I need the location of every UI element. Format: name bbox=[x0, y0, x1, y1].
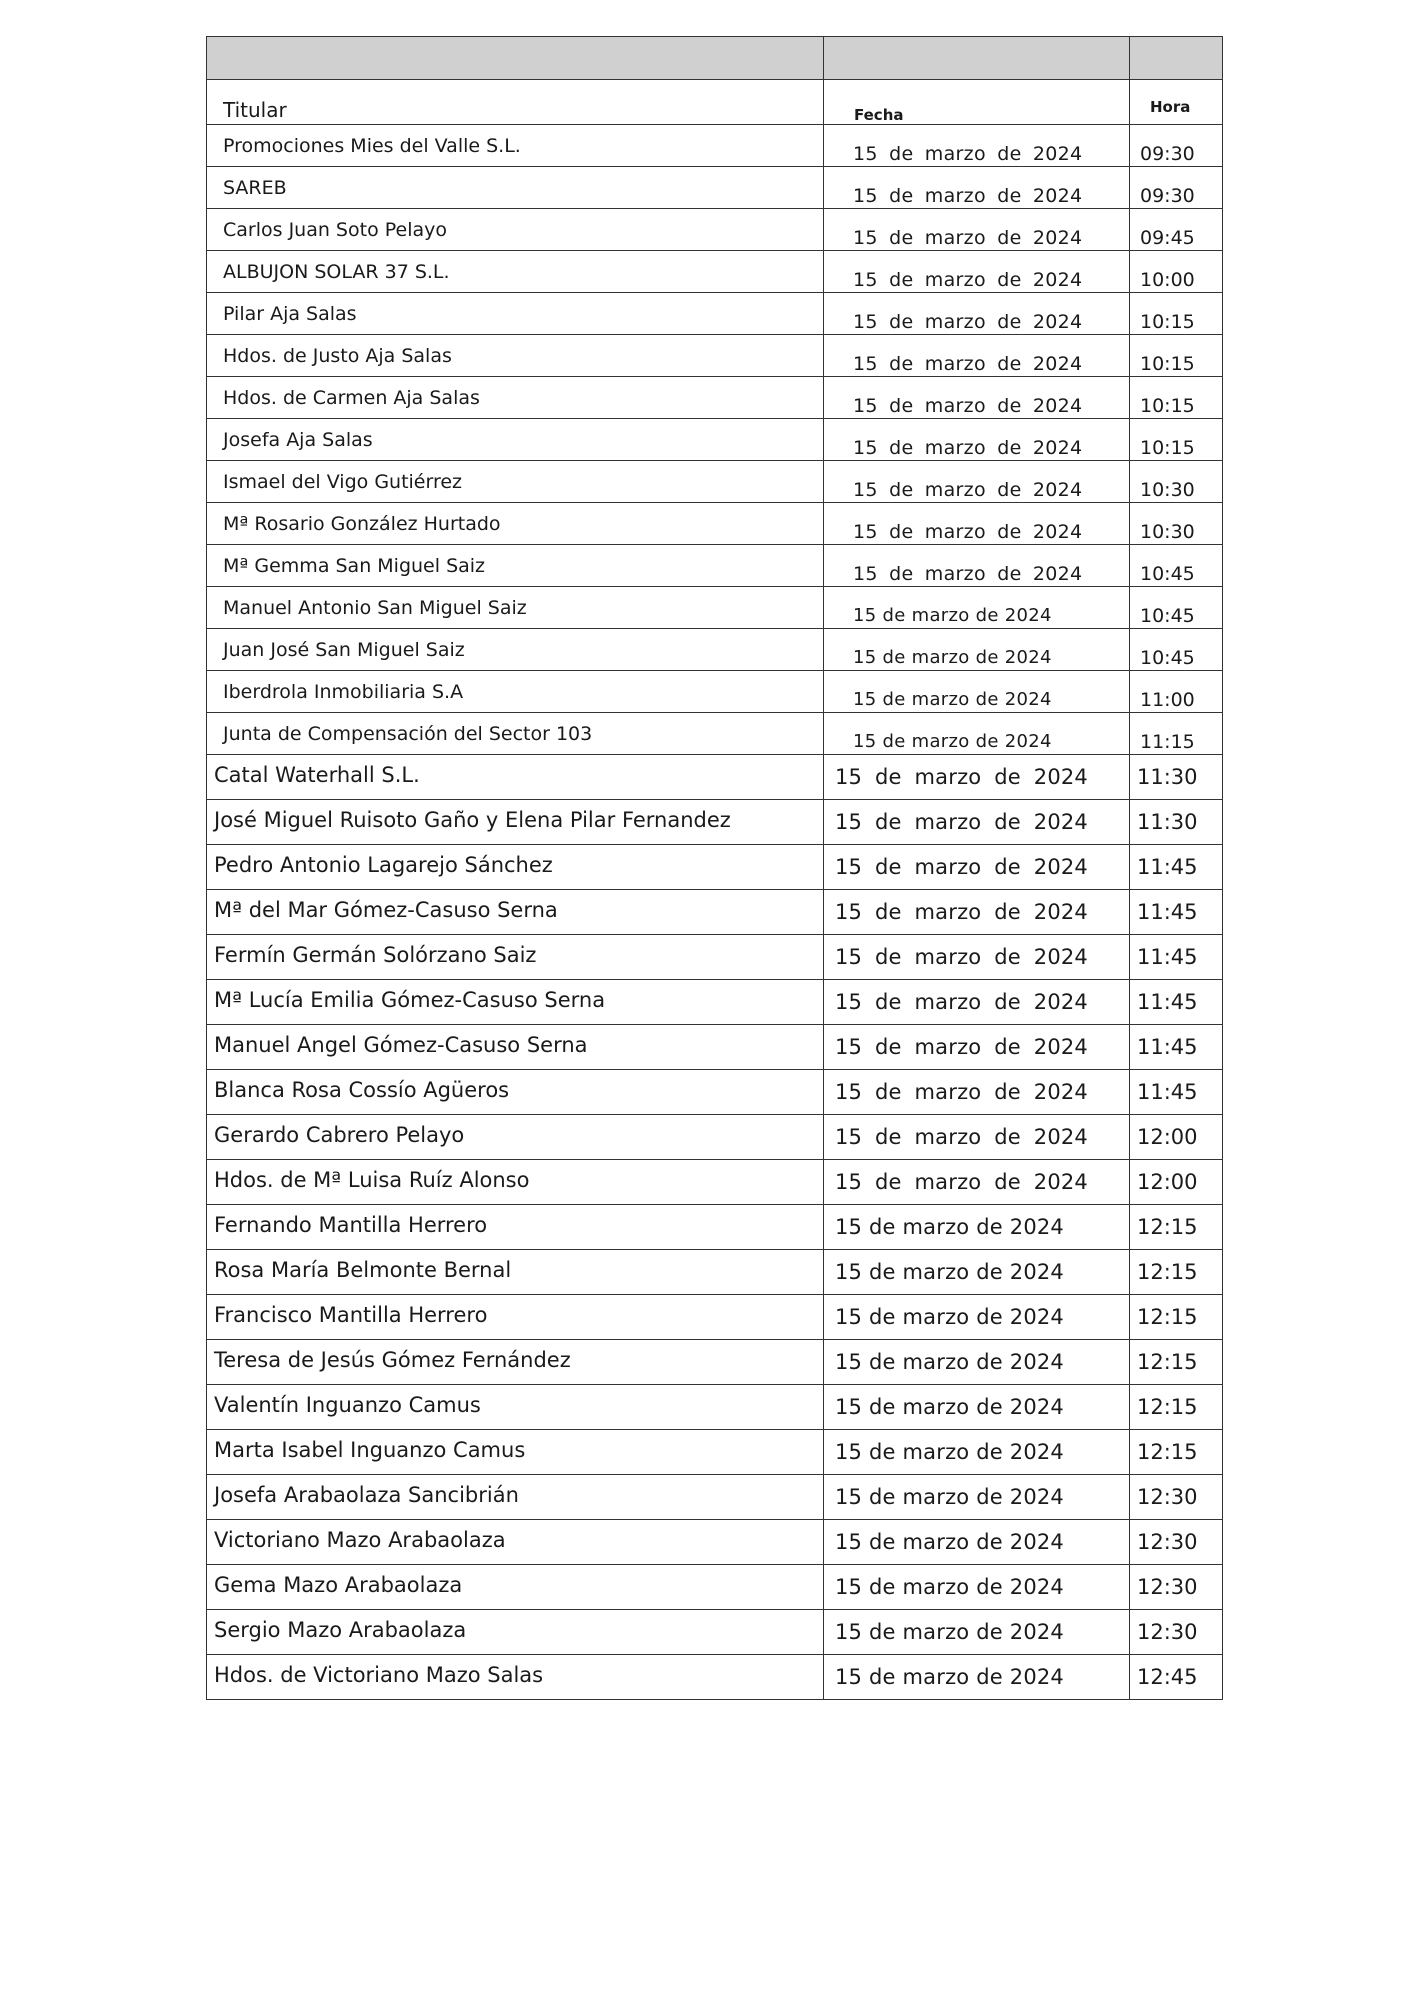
hora-cell bbox=[1130, 461, 1223, 503]
titular-cell bbox=[207, 167, 824, 209]
header-titular-cell bbox=[207, 80, 824, 125]
fecha-cell bbox=[824, 503, 1130, 545]
titular-text: Manuel Antonio San Miguel Saiz bbox=[223, 597, 527, 619]
fecha-text: 15 de marzo de 2024 bbox=[835, 1575, 1064, 1599]
hora-cell bbox=[1130, 755, 1223, 800]
fecha-cell bbox=[824, 125, 1130, 167]
fecha-cell bbox=[824, 800, 1130, 845]
table-row bbox=[207, 587, 1223, 629]
titular-cell bbox=[207, 125, 824, 167]
fecha-text: 15 de marzo de 2024 bbox=[835, 1620, 1064, 1644]
titular-cell bbox=[207, 1475, 824, 1520]
header-hora: Hora bbox=[1150, 98, 1191, 116]
hora-cell bbox=[1130, 1430, 1223, 1475]
table-row bbox=[207, 935, 1223, 980]
titular-text: Blanca Rosa Cossío Agüeros bbox=[214, 1078, 510, 1102]
hora-cell bbox=[1130, 1475, 1223, 1520]
fecha-text: 15 de marzo de 2024 bbox=[835, 1665, 1064, 1689]
titular-text: Hdos. de Mª Luisa Ruíz Alonso bbox=[214, 1168, 530, 1192]
titular-text: Hdos. de Justo Aja Salas bbox=[223, 345, 452, 367]
titular-text: Manuel Angel Gómez-Casuso Serna bbox=[214, 1033, 588, 1057]
fecha-cell bbox=[824, 935, 1130, 980]
titular-text: Josefa Arabaolaza Sancibrián bbox=[214, 1483, 519, 1507]
hora-cell bbox=[1130, 1565, 1223, 1610]
fecha-text: 15 de marzo de 2024 bbox=[835, 810, 1088, 834]
titular-cell bbox=[207, 1520, 824, 1565]
titular-text: Josefa Aja Salas bbox=[223, 429, 373, 451]
fecha-cell bbox=[824, 1115, 1130, 1160]
fecha-text: 15 de marzo de 2024 bbox=[835, 1530, 1064, 1554]
fecha-text: 15 de marzo de 2024 bbox=[835, 1305, 1064, 1329]
titular-cell bbox=[207, 1430, 824, 1475]
table-row bbox=[207, 503, 1223, 545]
fecha-cell bbox=[824, 1205, 1130, 1250]
hora-text: 10:15 bbox=[1140, 353, 1195, 375]
hora-text: 12:45 bbox=[1137, 1665, 1198, 1689]
hora-cell bbox=[1130, 1655, 1223, 1700]
titular-cell bbox=[207, 1565, 824, 1610]
hora-text: 11:45 bbox=[1137, 855, 1198, 879]
header-hora-cell bbox=[1130, 80, 1223, 125]
table-row bbox=[207, 755, 1223, 800]
titular-cell bbox=[207, 800, 824, 845]
hora-cell bbox=[1130, 890, 1223, 935]
table-row bbox=[207, 1070, 1223, 1115]
hora-cell bbox=[1130, 587, 1223, 629]
table-row bbox=[207, 1340, 1223, 1385]
fecha-text: 15 de marzo de 2024 bbox=[835, 1260, 1064, 1284]
fecha-text: 15 de marzo de 2024 bbox=[835, 765, 1088, 789]
titular-text: Marta Isabel Inguanzo Camus bbox=[214, 1438, 526, 1462]
hora-text: 11:00 bbox=[1140, 689, 1195, 711]
titular-text: Catal Waterhall S.L. bbox=[214, 763, 420, 787]
titular-text: Promociones Mies del Valle S.L. bbox=[223, 135, 521, 157]
fecha-text: 15 de marzo de 2024 bbox=[853, 563, 1083, 585]
titular-text: Mª del Mar Gómez-Casuso Serna bbox=[214, 898, 558, 922]
fecha-cell bbox=[824, 713, 1130, 755]
table-row bbox=[207, 800, 1223, 845]
titular-text: Mª Gemma San Miguel Saiz bbox=[223, 555, 486, 577]
hora-text: 10:15 bbox=[1140, 437, 1195, 459]
fecha-text: 15 de marzo de 2024 bbox=[853, 521, 1083, 543]
header-fecha: Fecha bbox=[854, 106, 904, 124]
hora-text: 10:30 bbox=[1140, 479, 1195, 501]
fecha-cell bbox=[824, 890, 1130, 935]
hora-cell bbox=[1130, 1610, 1223, 1655]
titular-text: Victoriano Mazo Arabaolaza bbox=[214, 1528, 506, 1552]
fecha-cell bbox=[824, 1295, 1130, 1340]
hora-text: 12:30 bbox=[1137, 1575, 1198, 1599]
fecha-cell bbox=[824, 545, 1130, 587]
header-titular: Titular bbox=[223, 98, 287, 122]
table-row bbox=[207, 1520, 1223, 1565]
table-row bbox=[207, 293, 1223, 335]
fecha-text: 15 de marzo de 2024 bbox=[835, 990, 1088, 1014]
hora-text: 11:45 bbox=[1137, 1035, 1198, 1059]
hora-cell bbox=[1130, 713, 1223, 755]
hora-text: 11:45 bbox=[1137, 900, 1198, 924]
table-row bbox=[207, 1250, 1223, 1295]
titular-cell bbox=[207, 335, 824, 377]
titular-cell bbox=[207, 251, 824, 293]
table-row bbox=[207, 251, 1223, 293]
fecha-text: 15 de marzo de 2024 bbox=[835, 855, 1088, 879]
hora-text: 12:30 bbox=[1137, 1530, 1198, 1554]
hora-text: 11:45 bbox=[1137, 990, 1198, 1014]
hora-text: 10:15 bbox=[1140, 395, 1195, 417]
hora-text: 10:45 bbox=[1140, 605, 1195, 627]
titular-text: Ismael del Vigo Gutiérrez bbox=[223, 471, 463, 493]
titular-cell bbox=[207, 419, 824, 461]
hora-cell bbox=[1130, 1250, 1223, 1295]
titular-cell bbox=[207, 1250, 824, 1295]
hora-cell bbox=[1130, 1070, 1223, 1115]
hora-text: 10:45 bbox=[1140, 647, 1195, 669]
fecha-text: 15 de marzo de 2024 bbox=[835, 1080, 1088, 1104]
table-row bbox=[207, 1205, 1223, 1250]
titular-text: Francisco Mantilla Herrero bbox=[214, 1303, 488, 1327]
table-row bbox=[207, 1385, 1223, 1430]
titular-cell bbox=[207, 1385, 824, 1430]
hora-cell bbox=[1130, 545, 1223, 587]
fecha-text: 15 de marzo de 2024 bbox=[853, 311, 1083, 333]
fecha-cell bbox=[824, 377, 1130, 419]
table-row bbox=[207, 1430, 1223, 1475]
fecha-cell bbox=[824, 1385, 1130, 1430]
titular-cell bbox=[207, 1025, 824, 1070]
fecha-text: 15 de marzo de 2024 bbox=[835, 1215, 1064, 1239]
table-row bbox=[207, 419, 1223, 461]
titular-text: Fernando Mantilla Herrero bbox=[214, 1213, 488, 1237]
fecha-text: 15 de marzo de 2024 bbox=[853, 395, 1083, 417]
fecha-cell bbox=[824, 1160, 1130, 1205]
table-row bbox=[207, 461, 1223, 503]
hora-text: 10:00 bbox=[1140, 269, 1195, 291]
fecha-cell bbox=[824, 671, 1130, 713]
fecha-text: 15 de marzo de 2024 bbox=[835, 1170, 1088, 1194]
fecha-cell bbox=[824, 461, 1130, 503]
table-row bbox=[207, 125, 1223, 167]
table-row bbox=[207, 335, 1223, 377]
titular-text: Valentín Inguanzo Camus bbox=[214, 1393, 481, 1417]
fecha-cell bbox=[824, 845, 1130, 890]
table-row bbox=[207, 1025, 1223, 1070]
fecha-text: 15 de marzo de 2024 bbox=[853, 353, 1083, 375]
titular-cell bbox=[207, 890, 824, 935]
hora-text: 10:45 bbox=[1140, 563, 1195, 585]
titular-text: SAREB bbox=[223, 177, 287, 199]
hora-cell bbox=[1130, 209, 1223, 251]
hora-text: 12:30 bbox=[1137, 1620, 1198, 1644]
fecha-text: 15 de marzo de 2024 bbox=[853, 479, 1083, 501]
titular-text: Pedro Antonio Lagarejo Sánchez bbox=[214, 853, 553, 877]
titular-cell bbox=[207, 1340, 824, 1385]
table-row bbox=[207, 845, 1223, 890]
titular-text: Junta de Compensación del Sector 103 bbox=[223, 723, 593, 745]
titular-text: Rosa María Belmonte Bernal bbox=[214, 1258, 512, 1282]
hora-text: 10:30 bbox=[1140, 521, 1195, 543]
table-row bbox=[207, 1475, 1223, 1520]
fecha-cell bbox=[824, 1025, 1130, 1070]
fecha-cell bbox=[824, 587, 1130, 629]
fecha-text: 15 de marzo de 2024 bbox=[853, 185, 1083, 207]
hora-cell bbox=[1130, 1520, 1223, 1565]
fecha-cell bbox=[824, 1250, 1130, 1295]
hora-cell bbox=[1130, 1385, 1223, 1430]
titular-text: Mª Lucía Emilia Gómez-Casuso Serna bbox=[214, 988, 606, 1012]
fecha-text: 15 de marzo de 2024 bbox=[853, 269, 1083, 291]
fecha-cell bbox=[824, 1070, 1130, 1115]
titular-cell bbox=[207, 461, 824, 503]
table-row bbox=[207, 545, 1223, 587]
titular-cell bbox=[207, 1070, 824, 1115]
titular-text: Sergio Mazo Arabaolaza bbox=[214, 1618, 467, 1642]
fecha-text: 15 de marzo de 2024 bbox=[835, 1125, 1088, 1149]
titular-text: ALBUJON SOLAR 37 S.L. bbox=[223, 261, 450, 283]
titular-text: José Miguel Ruisoto Gaño y Elena Pilar Fernandez bbox=[214, 808, 731, 832]
fecha-cell bbox=[824, 1655, 1130, 1700]
table-shaded-header-bar bbox=[207, 37, 1223, 80]
table-row bbox=[207, 629, 1223, 671]
hora-cell bbox=[1130, 671, 1223, 713]
hora-cell bbox=[1130, 1115, 1223, 1160]
titular-cell bbox=[207, 377, 824, 419]
titular-cell bbox=[207, 845, 824, 890]
fecha-cell bbox=[824, 251, 1130, 293]
table-row bbox=[207, 1655, 1223, 1700]
titular-cell bbox=[207, 587, 824, 629]
hora-cell bbox=[1130, 1340, 1223, 1385]
fecha-cell bbox=[824, 629, 1130, 671]
hora-text: 11:45 bbox=[1137, 945, 1198, 969]
fecha-text: 15 de marzo de 2024 bbox=[835, 1035, 1088, 1059]
fecha-text: 15 de marzo de 2024 bbox=[853, 143, 1083, 165]
hora-cell bbox=[1130, 419, 1223, 461]
hora-text: 12:00 bbox=[1137, 1170, 1198, 1194]
titular-cell bbox=[207, 293, 824, 335]
table-row bbox=[207, 1610, 1223, 1655]
titular-cell bbox=[207, 545, 824, 587]
hora-cell bbox=[1130, 1160, 1223, 1205]
hora-cell bbox=[1130, 629, 1223, 671]
hora-cell bbox=[1130, 1295, 1223, 1340]
fecha-cell bbox=[824, 293, 1130, 335]
fecha-text: 15 de marzo de 2024 bbox=[853, 437, 1083, 459]
hora-cell bbox=[1130, 293, 1223, 335]
hora-text: 11:30 bbox=[1137, 810, 1198, 834]
hora-text: 11:30 bbox=[1137, 765, 1198, 789]
titular-text: Hdos. de Carmen Aja Salas bbox=[223, 387, 480, 409]
hora-cell bbox=[1130, 503, 1223, 545]
table-row bbox=[207, 713, 1223, 755]
hora-cell bbox=[1130, 1025, 1223, 1070]
table-row bbox=[207, 1565, 1223, 1610]
titular-cell bbox=[207, 1205, 824, 1250]
fecha-cell bbox=[824, 1340, 1130, 1385]
schedule-table-body bbox=[207, 37, 1223, 1700]
hora-cell bbox=[1130, 980, 1223, 1025]
hora-cell bbox=[1130, 377, 1223, 419]
titular-text: Hdos. de Victoriano Mazo Salas bbox=[214, 1663, 544, 1687]
fecha-cell bbox=[824, 980, 1130, 1025]
table-row bbox=[207, 167, 1223, 209]
titular-text: Juan José San Miguel Saiz bbox=[223, 639, 465, 661]
hora-cell bbox=[1130, 935, 1223, 980]
table-row bbox=[207, 890, 1223, 935]
fecha-text: 15 de marzo de 2024 bbox=[835, 945, 1088, 969]
fecha-text: 15 de marzo de 2024 bbox=[835, 1350, 1064, 1374]
fecha-cell bbox=[824, 335, 1130, 377]
hora-cell bbox=[1130, 1205, 1223, 1250]
shaded-cell-hora bbox=[1130, 37, 1223, 80]
hora-text: 09:30 bbox=[1140, 185, 1195, 207]
table-row bbox=[207, 1295, 1223, 1340]
hora-text: 12:15 bbox=[1137, 1260, 1198, 1284]
fecha-cell bbox=[824, 209, 1130, 251]
fecha-text: 15 de marzo de 2024 bbox=[835, 900, 1088, 924]
column-header-row bbox=[207, 80, 1223, 125]
hora-text: 12:15 bbox=[1137, 1305, 1198, 1329]
fecha-cell bbox=[824, 1565, 1130, 1610]
hora-text: 10:15 bbox=[1140, 311, 1195, 333]
shaded-cell-titular bbox=[207, 37, 824, 80]
titular-text: Fermín Germán Solórzano Saiz bbox=[214, 943, 537, 967]
titular-cell bbox=[207, 209, 824, 251]
fecha-cell bbox=[824, 419, 1130, 461]
hora-text: 09:45 bbox=[1140, 227, 1195, 249]
titular-cell bbox=[207, 1160, 824, 1205]
titular-text: Carlos Juan Soto Pelayo bbox=[223, 219, 447, 241]
titular-text: Mª Rosario González Hurtado bbox=[223, 513, 501, 535]
table-row bbox=[207, 980, 1223, 1025]
titular-cell bbox=[207, 755, 824, 800]
fecha-text: 15 de marzo de 2024 bbox=[853, 227, 1083, 249]
fecha-text: 15 de marzo de 2024 bbox=[853, 689, 1052, 710]
fecha-cell bbox=[824, 167, 1130, 209]
schedule-table bbox=[206, 36, 1223, 1700]
hora-cell bbox=[1130, 167, 1223, 209]
fecha-text: 15 de marzo de 2024 bbox=[835, 1440, 1064, 1464]
hora-text: 12:15 bbox=[1137, 1395, 1198, 1419]
hora-cell bbox=[1130, 251, 1223, 293]
table-row bbox=[207, 209, 1223, 251]
hora-text: 12:15 bbox=[1137, 1215, 1198, 1239]
hora-text: 12:00 bbox=[1137, 1125, 1198, 1149]
titular-cell bbox=[207, 713, 824, 755]
titular-cell bbox=[207, 1295, 824, 1340]
fecha-text: 15 de marzo de 2024 bbox=[853, 731, 1052, 752]
hora-text: 11:15 bbox=[1140, 731, 1195, 753]
titular-cell bbox=[207, 1610, 824, 1655]
titular-cell bbox=[207, 671, 824, 713]
hora-text: 12:30 bbox=[1137, 1485, 1198, 1509]
titular-cell bbox=[207, 1655, 824, 1700]
table-row bbox=[207, 377, 1223, 419]
fecha-cell bbox=[824, 755, 1130, 800]
titular-text: Teresa de Jesús Gómez Fernández bbox=[214, 1348, 571, 1372]
table-row bbox=[207, 671, 1223, 713]
fecha-text: 15 de marzo de 2024 bbox=[853, 605, 1052, 626]
titular-cell bbox=[207, 629, 824, 671]
hora-text: 09:30 bbox=[1140, 143, 1195, 165]
fecha-cell bbox=[824, 1520, 1130, 1565]
titular-text: Iberdrola Inmobiliaria S.A bbox=[223, 681, 464, 703]
fecha-cell bbox=[824, 1430, 1130, 1475]
table-row bbox=[207, 1115, 1223, 1160]
hora-text: 12:15 bbox=[1137, 1440, 1198, 1464]
hora-text: 12:15 bbox=[1137, 1350, 1198, 1374]
titular-cell bbox=[207, 980, 824, 1025]
fecha-text: 15 de marzo de 2024 bbox=[835, 1485, 1064, 1509]
shaded-cell-fecha bbox=[824, 37, 1130, 80]
titular-text: Gerardo Cabrero Pelayo bbox=[214, 1123, 465, 1147]
titular-text: Gema Mazo Arabaolaza bbox=[214, 1573, 463, 1597]
table-row bbox=[207, 1160, 1223, 1205]
titular-cell bbox=[207, 1115, 824, 1160]
hora-cell bbox=[1130, 125, 1223, 167]
titular-text: Pilar Aja Salas bbox=[223, 303, 357, 325]
fecha-text: 15 de marzo de 2024 bbox=[853, 647, 1052, 668]
fecha-text: 15 de marzo de 2024 bbox=[835, 1395, 1064, 1419]
titular-cell bbox=[207, 935, 824, 980]
hora-cell bbox=[1130, 335, 1223, 377]
hora-text: 11:45 bbox=[1137, 1080, 1198, 1104]
header-fecha-cell bbox=[824, 80, 1130, 125]
hora-cell bbox=[1130, 800, 1223, 845]
fecha-cell bbox=[824, 1475, 1130, 1520]
fecha-cell bbox=[824, 1610, 1130, 1655]
hora-cell bbox=[1130, 845, 1223, 890]
titular-cell bbox=[207, 503, 824, 545]
